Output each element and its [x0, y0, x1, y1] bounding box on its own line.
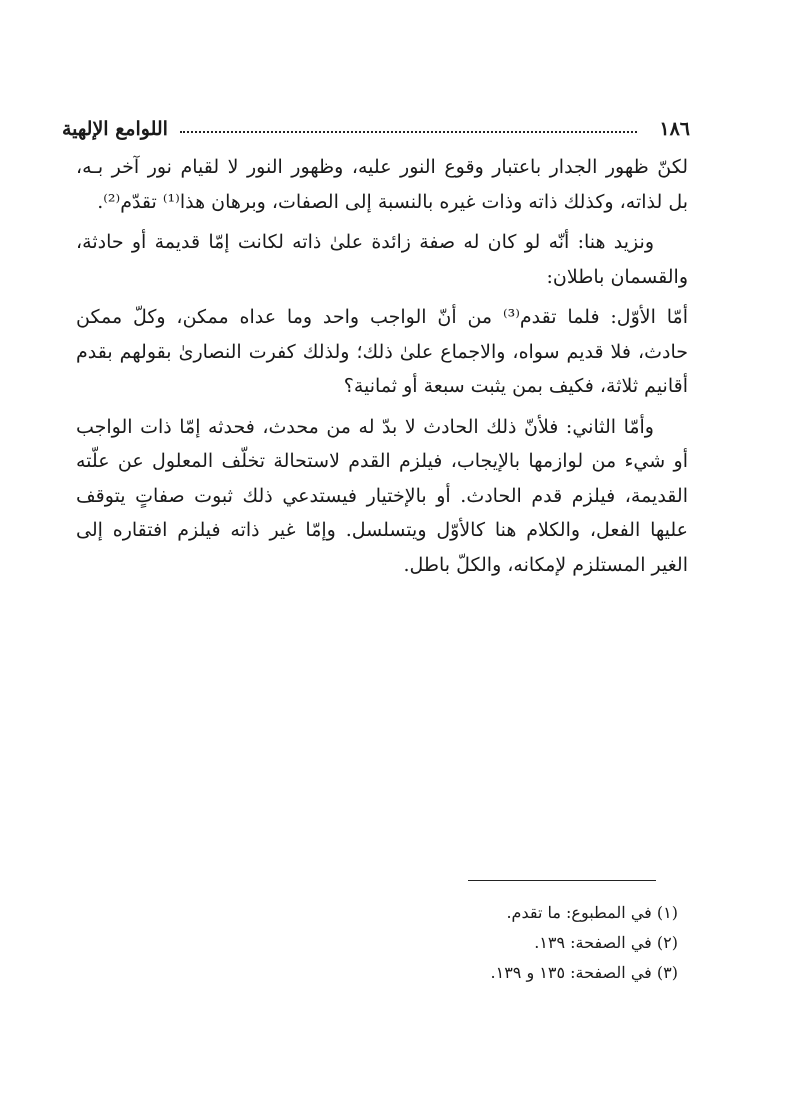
footnote-separator [468, 880, 656, 881]
text-line: بل لذاته، وكذلك ذاته وذات غيره بالنسبة إلى الصفات، وبرهان هذا⁽¹⁾ تقدّم⁽²⁾. [97, 190, 688, 213]
text-line: عليها الفعل، والكلام هنا كالأوّل ويتسلسل. وإمّا غير ذاته فيلزم افتقاره إلى [76, 519, 688, 541]
page-number: ١٨٦ [659, 118, 690, 140]
page-header [62, 112, 690, 146]
text-line: أمّا الأوّل: فلما تقدم⁽³⁾ من أنّ الواجب واحد وما عداه ممكن، وكلّ ممكن [76, 306, 688, 328]
main-text [76, 150, 688, 582]
text-line: أقانيم ثلاثة، فكيف بمن يثبت سبعة أو ثمانية؟ [343, 375, 688, 397]
footnote-item: (١) في المطبوع: ما تقدم. [506, 903, 678, 922]
header-leader-dots [180, 131, 637, 133]
text-line: وأمّا الثاني: فلأنّ ذلك الحادث لا بدّ له من محدث، فحدثه إمّا ذات الواجب [76, 415, 654, 438]
text-line: القديمة، فيلزم قدم الحادث. أو بالإختيار فيستدعي ذلك ثبوت صفاتٍ يتوقف [76, 484, 688, 507]
text-line: حادث، فلا قديم سواه، والاجماع علىٰ ذلك؛ ولذلك كفرت النصارىٰ بقولهم بقدم [76, 340, 688, 363]
running-title: اللوامع الإلهية [62, 118, 168, 140]
footnote-item: (٣) في الصفحة: ١٣٥ و ١٣٩. [490, 963, 678, 982]
footnotes [200, 898, 678, 988]
text-line: لكنّ ظهور الجدار باعتبار وقوع النور عليه، وظهور النور لا لقيام نور آخر بـه، [76, 156, 688, 178]
text-line: والقسمان باطلان: [546, 265, 688, 288]
text-line: الغير المستلزم لإمكانه، والكلّ باطل. [403, 553, 688, 576]
text-line: أو شيء من لوازمها بالإيجاب، فيلزم القدم لاستحالة تخلّف المعلول عن علّته [76, 450, 688, 472]
footnote-item: (٢) في الصفحة: ١٣٩. [534, 933, 678, 952]
text-line: ونزيد هنا: أنّه لو كان له صفة زائدة علىٰ ذاته لكانت إمّا قديمة أو حادثة، [76, 231, 654, 253]
